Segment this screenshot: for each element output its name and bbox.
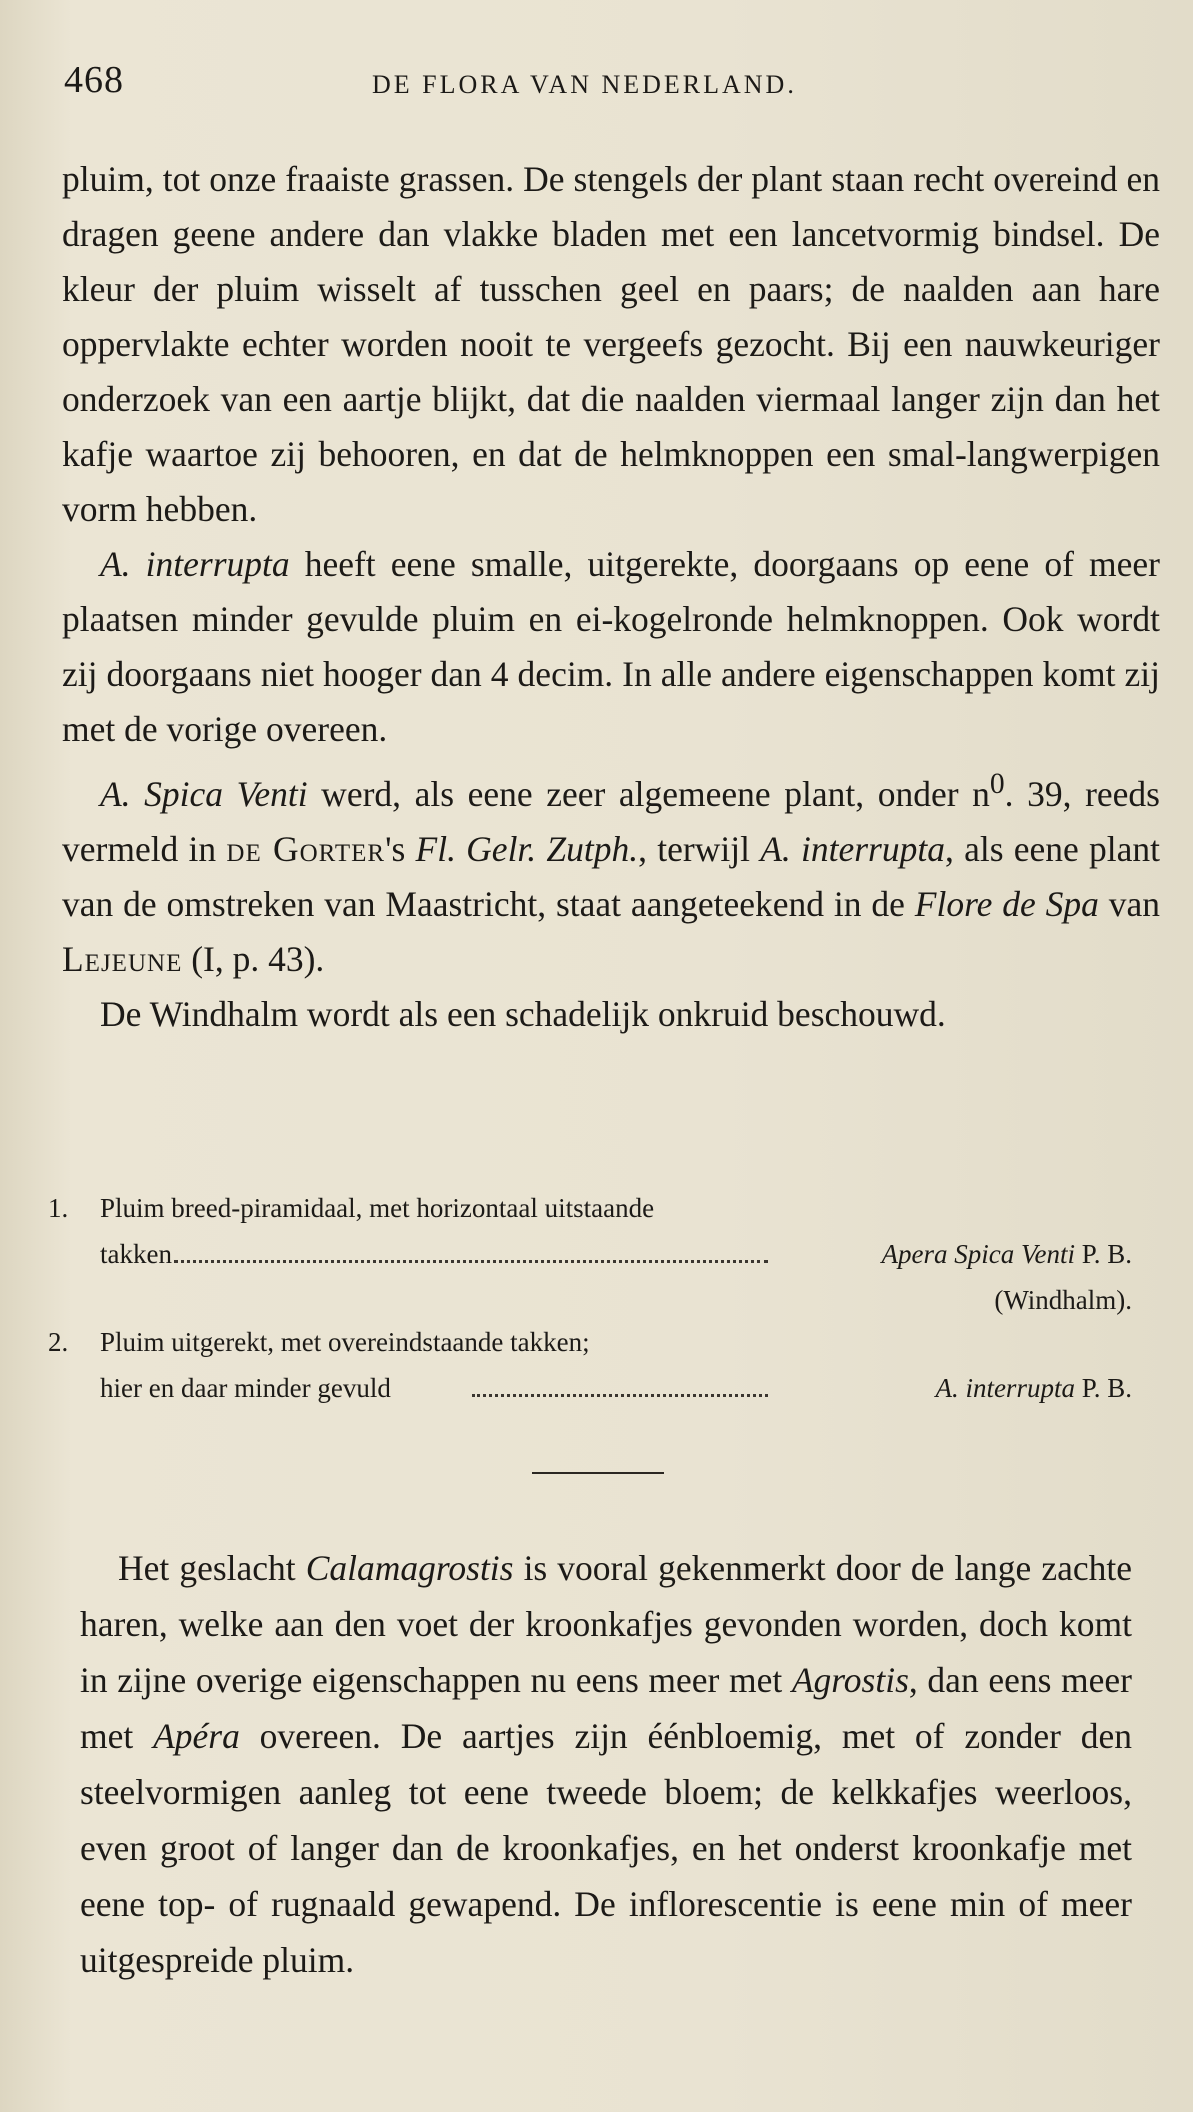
taxon-author: P. B. [1081,1239,1132,1269]
author-name: Lejeune [62,938,183,979]
genus-name: Agrostis [791,1660,909,1700]
paragraph-3 [62,757,1160,987]
key-number: 1. [48,1193,69,1223]
key-number: 2. [48,1327,69,1357]
body-text [62,152,1160,1042]
key-item-1-line-2 [48,1234,1148,1274]
key-item-2-line-1 [48,1322,1148,1362]
paragraph-text: 's [385,828,416,869]
paragraph-text: (I, p. 43). [182,938,325,979]
paragraph-4: De Windhalm wordt als een schadelijk onkruid beschouwd. [100,993,946,1034]
key-text: hier en daar minder gevuld [100,1373,391,1403]
taxon-name: A. interrupta [760,828,945,869]
identification-key [48,1188,1148,1408]
paragraph-5 [80,1540,1132,1988]
paragraph-text: van [1098,883,1160,924]
taxon-name: Apera Spica Venti [881,1239,1075,1269]
page-number: 468 [64,59,124,101]
running-title: DE FLORA VAN NEDERLAND. [372,70,797,99]
paragraph-2 [62,537,1160,757]
taxon-author: P. B. [1081,1373,1132,1403]
dot-leader [174,1260,768,1263]
section-2-text [80,1540,1132,1988]
paragraph-text: overeen. De aartjes zijn éénbloemig, met of zonder den steelvormigen aanleg tot eene tweede bloem; de kelkkafjes weerloos, even groot of langer dan de kroonkafjes, en het onderst kroonkafje met eene top- of rugnaald gewapend. De inflorescentie is eene min of meer uitgespreide pluim. [80,1716,1133,1980]
paragraph-1: pluim, tot onze fraaiste grassen. De stengels der plant staan recht overeind en dragen geene andere dan vlakke bladen met een lancetvormig bindsel. De kleur der pluim wisselt af tusschen geel en paars; de naalden aan hare oppervlakte echter worden nooit te vergeefs gezocht. Bij een nauwkeuriger onderzoek van een aartje blijkt, dat die naalden viermaal langer zijn dan het kafje waartoe zij behooren, en dat de helmknoppen een smal-langwerpigen vorm hebben. [62,159,1160,529]
taxon-name: A. interrupta [100,544,290,584]
taxon-name: A. Spica Venti [100,773,308,814]
work-title: Fl. Gelr. Zutph. [415,828,639,869]
genus-name: Calamagrostis [305,1548,514,1588]
dot-leader [472,1394,768,1397]
key-text: Pluim uitgerekt, met overeindstaande takken; [100,1327,590,1357]
key-item-2-line-2 [48,1368,1148,1408]
paragraph-text: is vooral gekenmerkt door de lange zachte haren, welke aan den voet der kroonkafjes gevonden worden, doch komt in zijne overige eigenschappen nu eens meer met [80,1548,1132,1700]
paragraph-text: , terwijl [638,828,761,869]
paragraph-text: heeft eene smalle, uitgerekte, doorgaans op eene of meer plaatsen minder gevulde pluim en ei-kogelronde helmknoppen. Ook wordt zij doorgaans niet hooger dan 4 decim. In alle andere eigenschappen komt zij met de vorige overeen. [62,544,1160,749]
key-taxon [772,1234,1132,1274]
key-text: takken [100,1239,172,1269]
paragraph-text: Het geslacht [118,1548,306,1588]
paragraph-text: , dan eens meer met [80,1660,1132,1756]
key-item-1-line-1 [48,1188,1148,1228]
work-title: Flore de Spa [914,883,1099,924]
author-name: de Gorter [226,828,386,869]
paragraph-text: , als eene plant van de omstreken van Maastricht, staat aangeteekend in de [62,828,1160,924]
paragraph-text: . 39, reeds vermeld in [62,773,1160,869]
page-header [64,58,1164,108]
section-divider [532,1472,664,1474]
key-taxon [772,1368,1132,1408]
taxon-name: A. interrupta [935,1373,1075,1403]
genus-name: Apéra [153,1716,240,1756]
superscript: 0 [989,768,1005,800]
paragraph-text: werd, als eene zeer algemeene plant, onder n [307,773,990,814]
common-name: (Windhalm). [994,1285,1132,1315]
key-item-1-common [48,1280,1148,1320]
key-text: Pluim breed-piramidaal, met horizontaal uitstaande [100,1193,655,1223]
